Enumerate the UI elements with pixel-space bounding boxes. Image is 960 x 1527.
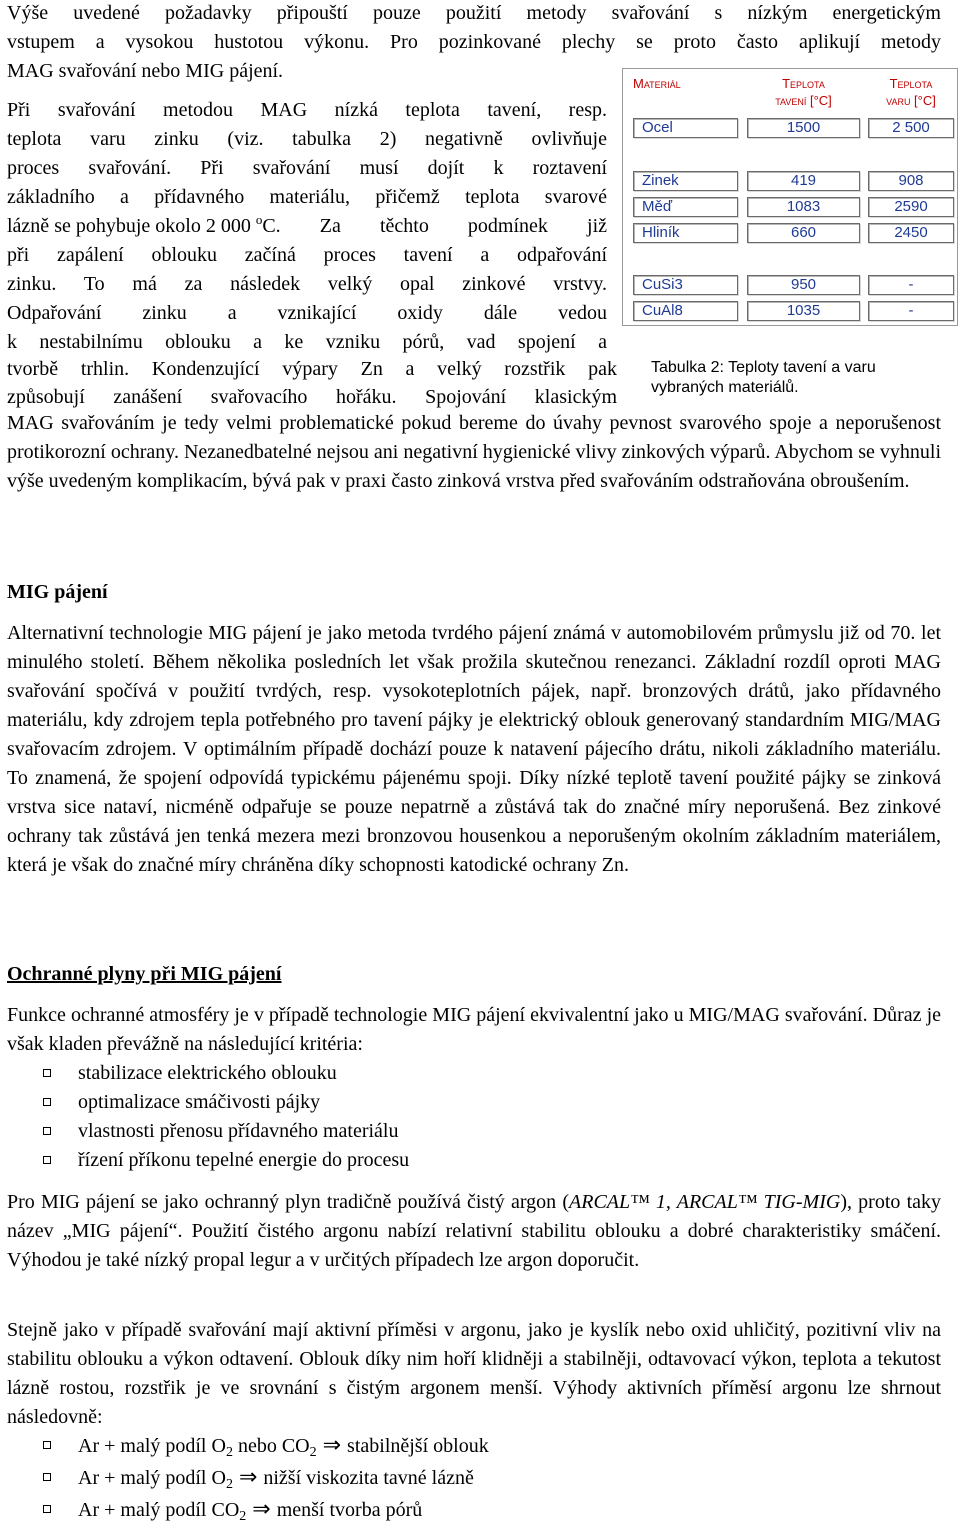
table-cell-melt: 1500 — [747, 118, 860, 138]
checkbox-square-icon — [43, 1069, 51, 1077]
table-header-melting-line1: Teplota — [782, 76, 825, 91]
table-cell-melt: 660 — [747, 223, 860, 243]
temperature-table — [622, 68, 958, 326]
list-item — [8, 1117, 409, 1146]
gases-intro: Funkce ochranné atmosféry je v případě technologie MIG pájení ekvivalentní jako u MIG/MAG svařování. Důraz je však kladen převážně na následující kritéria: — [7, 1004, 941, 1055]
effect-result: nižší viskozita tavné lázně — [263, 1467, 474, 1489]
table-cell-boil: 2 500 — [868, 118, 954, 138]
table-cell-material: CuSi3 — [633, 275, 738, 295]
list-item — [8, 1431, 489, 1463]
implies-arrow-icon: ⇒ — [252, 1497, 271, 1522]
section-title-gases: Ochranné plyny při MIG pájení — [7, 963, 282, 985]
degree-superscript: o — [255, 212, 263, 227]
effect-pre: Ar + malý podíl O — [78, 1435, 226, 1457]
effect-result: menší tvorba pórů — [276, 1499, 423, 1521]
table-caption: Tabulka 2: Teploty tavení a varu vybraných materiálů. — [651, 359, 876, 396]
list-item-text: optimalizace smáčivosti pájky — [78, 1091, 321, 1113]
table-cell-material: Ocel — [633, 118, 738, 138]
wrap-line: Při svařování metodou MAG nízká teplota tavení, resp. — [7, 99, 607, 121]
list-item-text: vlastnosti přenosu přídavného materiálu — [78, 1120, 399, 1142]
checkbox-square-icon — [43, 1441, 51, 1449]
table-header-boiling-line2: varu [°C] — [886, 93, 936, 108]
wrap-line: proces svařování. Při svařování musí dojít k roztavení — [7, 157, 607, 179]
effect-pre: Ar + malý podíl CO — [78, 1499, 240, 1521]
wrap-line: zinku. To má za následek velký opal zinkové vrstvy. — [7, 273, 607, 295]
list-item-text: řízení příkonu tepelné energie do procesu — [78, 1149, 410, 1171]
table-cell-melt: 1083 — [747, 197, 860, 217]
table-cell-material: CuAl8 — [633, 301, 738, 321]
table-cell-boil: 2450 — [868, 223, 954, 243]
implies-arrow-icon: ⇒ — [322, 1433, 342, 1458]
table-cell-material: Hliník — [633, 223, 738, 243]
table-cell-material: Zinek — [633, 171, 738, 191]
table-header-melting-line2: tavení [°C] — [775, 93, 832, 108]
wrap-line-part: lázně se pohybuje okolo 2 000 — [7, 215, 256, 237]
table-header-boiling — [863, 75, 959, 109]
effects-list — [8, 1431, 489, 1527]
table-cell-melt: 1035 — [747, 301, 860, 321]
wrap-line-degree — [7, 212, 607, 241]
section-title-mig: MIG pájení — [7, 581, 108, 603]
intro-line-1: Výše uvedené požadavky připouští pouze použití metody svařování s nízkým energetickým — [7, 2, 941, 24]
table-cell-boil: - — [868, 301, 954, 321]
table-cell-boil: 908 — [868, 171, 954, 191]
subscript: 2 — [225, 1445, 233, 1460]
subscript: 2 — [309, 1445, 317, 1460]
subscript: 2 — [225, 1477, 233, 1492]
argon-paragraph — [7, 1188, 941, 1275]
list-item — [8, 1463, 489, 1495]
effect-mid: nebo CO — [232, 1435, 310, 1457]
wrap-line: teplota varu zinku (viz. tabulka 2) negativně ovlivňuje — [7, 128, 607, 150]
intro-line-3: MAG svařování nebo MIG pájení. — [7, 60, 284, 82]
implies-arrow-icon: ⇒ — [238, 1465, 258, 1490]
argon-product: ARCAL™ 1, ARCAL™ TIG-MIG — [569, 1191, 841, 1213]
intro-line-2: vstupem a vysokou hustotou výkonu. Pro pozinkované plechy se proto často aplikují metody — [7, 31, 941, 53]
checkbox-square-icon — [43, 1127, 51, 1135]
wrap-rest: MAG svařováním je tedy velmi problematické pokud bereme do úvahy pevnost svarového spoje a neporušenost protikorozní ochrany. Nezanedbatelné nejsou ani negativní hygienické vlivy zinkových výparů. Abychom se vyhnuli výše uvedeným komplikacím, bývá pak v praxi často zinková vrstva před svařováním odstraňována obroušením. — [7, 412, 942, 492]
table-cell-boil: - — [868, 275, 954, 295]
argon-text: Pro MIG pájení se jako ochranný plyn tradičně používá čistý argon ( — [7, 1191, 570, 1213]
wrap-line: k nestabilnímu oblouku a ke vzniku pórů, vad spojení a — [7, 331, 607, 353]
table-header-boiling-line1: Teplota — [889, 76, 933, 91]
effect-result: stabilnější oblouk — [347, 1435, 489, 1457]
table-cell-boil: 2590 — [868, 197, 954, 217]
list-item-text: stabilizace elektrického oblouku — [78, 1062, 337, 1084]
checkbox-square-icon — [43, 1473, 51, 1481]
wrap-line: způsobují zanášení svařovacího hořáku. Spojování klasickým — [7, 386, 617, 408]
table-cell-melt: 419 — [747, 171, 860, 191]
wrap-line-part: C. Za těchto podmínek již — [262, 215, 607, 237]
mig-paragraph: Alternativní technologie MIG pájení je jako metoda tvrdého pájení známá v automobilovém průmyslu již od 70. let minulého století. Během několika posledních let však prožila skutečnou renezanci. Základní rozdíl oproti MAG svařování spočívá v použití tvrdých, resp. vysokoteplotních pájek, např. bronzových drátů, jako přídavného materiálu, kdy zdrojem tepla potřebného pro tavení pájky je elektrický oblouk generovaný standardním MIG/MAG svařovacím zdrojem. V optimálním případě dochází pouze k natavení pájecího drátu, nikoli základního materiálu. To znamená, že spojení odpovídá typickému pájenému spoji. Díky nízké teplotě tavení použité pájky se zinková vrstva sice nataví, nicméně odpařuje se pouze nepatrně a zůstává tak do značné míry neporušená. Bez zinkové ochrany tak zůstává jen tenká mezera mezi bronzovou housenkou a neporušeným okolním základním materiálem, která je však do značné míry chráněna díky schopnosti katodické ochrany Zn. — [7, 622, 941, 876]
checkbox-square-icon — [43, 1098, 51, 1106]
list-item — [8, 1059, 409, 1088]
argon-text: ), proto taky název „MIG pájení“. Použití čistého argonu nabízí relativní stabilitu oblouku a dobré charakteristiky smáčení. Výhodou je také nízký propal legur a v určitých případech lze argon doporučit. — [7, 1191, 942, 1271]
list-item — [8, 1088, 409, 1117]
checkbox-square-icon — [43, 1505, 51, 1513]
wrap-line: tvorbě trhlin. Kondenzující výpary Zn a velký rozstřik pak — [7, 358, 617, 380]
subscript: 2 — [239, 1509, 247, 1524]
table-header-material: Materiál — [633, 76, 681, 91]
active-paragraph: Stejně jako v případě svařování mají aktivní příměsi v argonu, jako je kyslík nebo oxid uhličitý, pozitivní vliv na stabilitu oblouku a výkon odtavení. Oblouk díky nim hoří klidněji a stabilněji, odtavovací výkon, teplota a tekutost lázně rostou, rozstřik je ve srovnání s čistým argonem menší. Výhody aktivních příměsí argonu lze shrnout následovně: — [7, 1319, 941, 1428]
table-header-melting — [741, 75, 866, 109]
checkbox-square-icon — [43, 1156, 51, 1164]
table-cell-material: Měď — [633, 197, 738, 217]
list-item — [8, 1495, 489, 1527]
table-cell-melt: 950 — [747, 275, 860, 295]
wrap-line: při zapálení oblouku začíná proces tavení a odpařování — [7, 244, 607, 266]
effect-pre: Ar + malý podíl O — [78, 1467, 226, 1489]
list-item — [8, 1146, 409, 1175]
wrap-line: základního a přídavného materiálu, přičemž teplota svarové — [7, 186, 607, 208]
criteria-list — [8, 1059, 409, 1175]
wrap-line: Odpařování zinku a vznikající oxidy dále vedou — [7, 302, 607, 324]
